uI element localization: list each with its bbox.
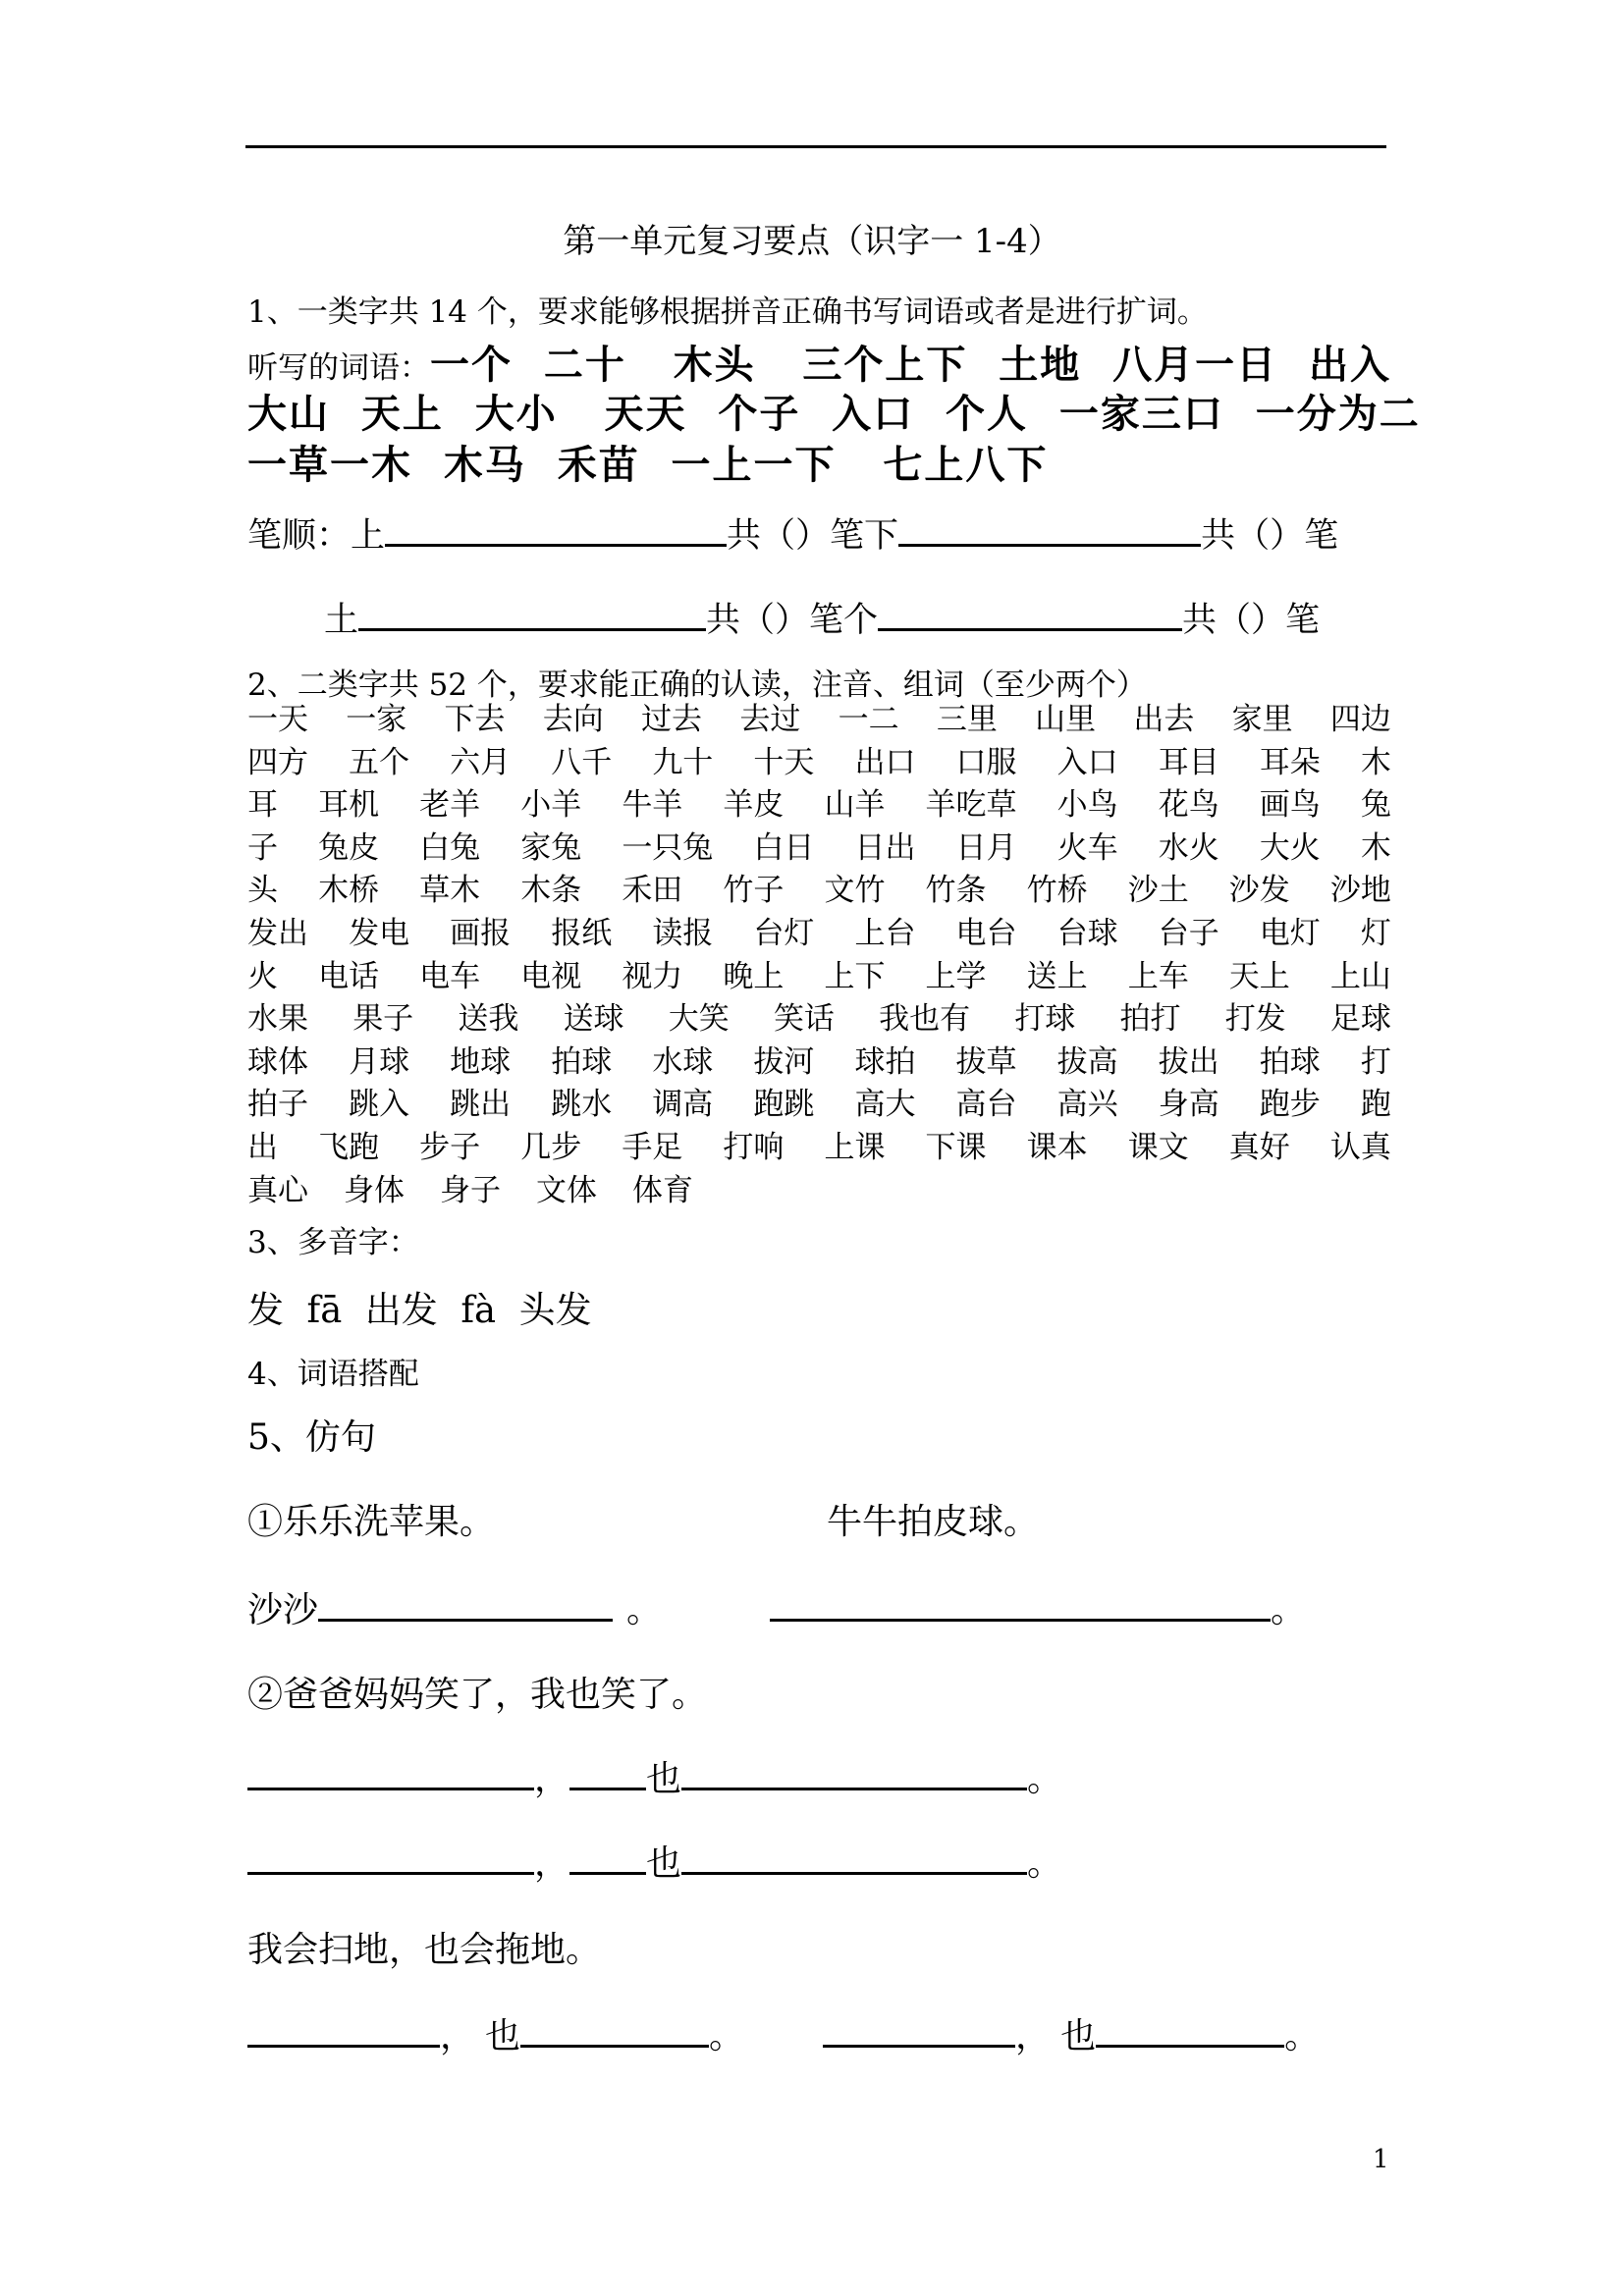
vocab-word: 拍子 — [247, 1087, 308, 1123]
answer-blank[interactable] — [681, 1758, 1027, 1790]
vocab-word: 拍球 — [551, 1043, 613, 1080]
vocab-word: 上下 — [824, 958, 886, 994]
page-number: 1 — [1373, 2145, 1389, 2174]
vocab-word: 拔河 — [753, 1043, 815, 1080]
period: 。 — [1284, 2016, 1321, 2056]
vocab-word: 跑步 — [1259, 1087, 1321, 1123]
vocab-word: 牛羊 — [622, 787, 683, 824]
vocab-row — [247, 828, 1391, 871]
vocab-word: 过去 — [641, 702, 703, 737]
vocab-word: 上学 — [925, 958, 987, 994]
vocab-word: 木 — [1360, 744, 1391, 780]
comma: ， — [534, 1759, 570, 1799]
example-3-sentence: 我会扫地，也会拖地。 — [247, 1930, 602, 1970]
stroke-count: 共（）笔 — [1182, 601, 1321, 640]
vocab-word: 水球 — [652, 1043, 714, 1080]
vocab-word: 高兴 — [1056, 1087, 1118, 1123]
dictation-words-3: 一草一木 木马 禾苗 一上一下 七上八下 — [247, 442, 1049, 488]
vocab-word: 送上 — [1026, 958, 1088, 994]
ye-char: 也 — [646, 1843, 682, 1884]
vocab-word: 跑 — [1360, 1087, 1391, 1123]
vocab-word: 高台 — [955, 1087, 1017, 1123]
example-3-answer-row — [247, 2008, 1320, 2058]
vocab-row — [247, 998, 1391, 1041]
vocab-word: 一只兔 — [622, 829, 714, 866]
vocab-word: 兔 — [1360, 787, 1391, 824]
answer-blank[interactable] — [569, 1758, 646, 1790]
vocab-word: 水火 — [1158, 829, 1219, 866]
page-title: 第一单元复习要点（识字一 1-4） — [563, 222, 1061, 261]
vocab-word: 竹子 — [723, 873, 785, 909]
dictation-row-1 — [247, 334, 1391, 390]
vocab-word: 果子 — [352, 1001, 414, 1038]
vocab-word: 晚上 — [723, 958, 785, 994]
stroke-blank[interactable] — [358, 599, 706, 631]
vocab-word: 跑跳 — [753, 1087, 815, 1123]
vocab-word: 八千 — [551, 744, 613, 780]
vocab-word: 身体 — [344, 1172, 405, 1208]
vocab-word: 跳入 — [349, 1087, 410, 1123]
stroke-char-tu: 土 — [324, 601, 359, 640]
vocab-word: 跳水 — [551, 1087, 613, 1123]
vocab-word: 打 — [1360, 1043, 1391, 1080]
vocab-word: 四方 — [247, 744, 308, 780]
vocab-word: 口服 — [955, 744, 1017, 780]
vocab-word: 上台 — [854, 915, 916, 951]
vocab-word: 球拍 — [854, 1043, 916, 1080]
vocab-word: 头 — [247, 873, 278, 909]
answer-blank[interactable] — [520, 2015, 709, 2048]
vocab-word: 火 — [247, 958, 278, 994]
vocab-word: 一天 — [247, 702, 308, 737]
vocab-word: 画鸟 — [1259, 787, 1321, 824]
answer-blank[interactable] — [569, 1842, 646, 1875]
vocab-word: 沙土 — [1127, 873, 1189, 909]
vocab-word: 文体 — [536, 1172, 597, 1208]
vocab-word: 拔草 — [955, 1043, 1017, 1080]
vocab-word: 家兔 — [520, 829, 582, 866]
vocab-word: 笑话 — [773, 1001, 835, 1038]
vocab-word: 山里 — [1035, 702, 1097, 737]
vocab-word: 耳 — [247, 787, 278, 824]
vocab-word: 六月 — [450, 744, 512, 780]
stroke-order-row-1 — [247, 508, 1338, 558]
vocab-word: 步子 — [419, 1129, 481, 1165]
vocab-word: 台球 — [1056, 915, 1118, 951]
vocab-word: 发电 — [349, 915, 410, 951]
vocab-word: 电台 — [955, 915, 1017, 951]
vocab-word: 四边 — [1329, 702, 1391, 737]
vocab-word: 老羊 — [419, 787, 481, 824]
vocab-row — [247, 913, 1391, 956]
vocab-row — [247, 1041, 1391, 1085]
vocab-word: 下课 — [925, 1129, 987, 1165]
stroke-blank[interactable] — [878, 599, 1182, 631]
vocab-word: 木桥 — [318, 873, 380, 909]
vocab-word: 小羊 — [520, 787, 582, 824]
vocab-row — [247, 1170, 1391, 1213]
stroke-char-xia: 下 — [864, 516, 899, 556]
vocab-word: 打发 — [1224, 1001, 1286, 1038]
vocab-grid — [247, 699, 1391, 1212]
vocab-word: 日月 — [955, 829, 1017, 866]
stroke-count: 共（）笔 — [1201, 516, 1339, 556]
vocab-word: 耳朵 — [1259, 744, 1321, 780]
vocab-word: 禾田 — [622, 873, 683, 909]
vocab-word: 高大 — [854, 1087, 916, 1123]
vocab-word: 日出 — [854, 829, 916, 866]
vocab-word: 电话 — [318, 958, 380, 994]
example-1-sentence-b: 牛牛拍皮球。 — [827, 1502, 1040, 1542]
vocab-word: 打响 — [723, 1129, 785, 1165]
vocab-word: 花鸟 — [1158, 787, 1219, 824]
s4-heading: 4、词语搭配 — [247, 1357, 419, 1392]
comma: ， — [440, 2016, 476, 2056]
vocab-word: 耳机 — [318, 787, 380, 824]
comma: ， — [534, 1843, 570, 1884]
example-1-sentence-a: ①乐乐洗苹果。 — [247, 1502, 496, 1542]
vocab-row — [247, 1084, 1391, 1127]
period: 。 — [626, 1590, 663, 1630]
vocab-word: 地球 — [450, 1043, 512, 1080]
vocab-word: 十天 — [753, 744, 815, 780]
s3-heading: 3、多音字： — [247, 1225, 419, 1260]
stroke-count: 共（）笔 — [706, 601, 844, 640]
vocab-word: 电视 — [520, 958, 582, 994]
example-1-start: 沙沙 — [247, 1590, 319, 1630]
vocab-word: 沙地 — [1329, 873, 1391, 909]
vocab-word: 三里 — [936, 702, 998, 737]
answer-blank[interactable] — [770, 1589, 1271, 1622]
vocab-word: 上车 — [1127, 958, 1189, 994]
vocab-row — [247, 742, 1391, 785]
vocab-word: 水果 — [247, 1001, 308, 1038]
vocab-word: 羊皮 — [723, 787, 785, 824]
stroke-blank[interactable] — [898, 514, 1201, 547]
ye-char: 也 — [646, 1759, 682, 1799]
vocab-word: 竹条 — [925, 873, 987, 909]
stroke-char-shang: 上 — [351, 516, 386, 556]
vocab-word: 电车 — [419, 958, 481, 994]
vocab-word: 下去 — [444, 702, 506, 737]
vocab-word: 拔出 — [1158, 1043, 1219, 1080]
vocab-word: 子 — [247, 829, 278, 866]
polyphone-line: 发 fā 出发 fà 头发 — [247, 1289, 592, 1331]
vocab-word: 文竹 — [824, 873, 886, 909]
vocab-word: 电灯 — [1259, 915, 1321, 951]
dictation-label: 听写的词语： — [247, 350, 430, 386]
vocab-word: 灯 — [1360, 915, 1391, 951]
vocab-word: 球体 — [247, 1043, 308, 1080]
vocab-word: 出口 — [854, 744, 916, 780]
vocab-word: 兔皮 — [318, 829, 380, 866]
vocab-word: 出 — [247, 1129, 278, 1165]
example-2-sentence: ②爸爸妈妈笑了，我也笑了。 — [247, 1675, 708, 1715]
period: 。 — [1027, 1759, 1063, 1799]
dictation-words-2: 大山 天上 大小 天天 个子 入口 个人 一家三口 一分为二 — [247, 391, 1421, 437]
answer-blank[interactable] — [823, 2015, 1015, 2048]
vocab-word: 火车 — [1056, 829, 1118, 866]
vocab-word: 白日 — [753, 829, 815, 866]
vocab-row — [247, 1127, 1391, 1170]
vocab-word: 拍球 — [1259, 1043, 1321, 1080]
vocab-word: 送我 — [458, 1001, 519, 1038]
stroke-order-label: 笔顺： — [247, 516, 352, 556]
vocab-word: 真心 — [247, 1172, 308, 1208]
vocab-word: 去过 — [739, 702, 801, 737]
vocab-word: 出去 — [1133, 702, 1195, 737]
vocab-word: 五个 — [349, 744, 410, 780]
vocab-word: 画报 — [450, 915, 512, 951]
s2-heading: 2、二类字共 52 个，要求能正确的认读，注音、组词（至少两个） — [247, 667, 1147, 703]
vocab-word: 调高 — [652, 1087, 714, 1123]
vocab-word: 家里 — [1231, 702, 1293, 737]
vocab-word: 上山 — [1329, 958, 1391, 994]
vocab-word: 报纸 — [551, 915, 613, 951]
vocab-word: 跳出 — [450, 1087, 512, 1123]
vocab-word: 课文 — [1127, 1129, 1189, 1165]
vocab-word: 白兔 — [419, 829, 481, 866]
vocab-word: 课本 — [1026, 1129, 1088, 1165]
vocab-word: 拔高 — [1056, 1043, 1118, 1080]
example-1-answer-row — [247, 1582, 1306, 1632]
vocab-word: 拍打 — [1119, 1001, 1181, 1038]
vocab-row — [247, 784, 1391, 828]
answer-blank[interactable] — [247, 1842, 534, 1875]
vocab-word: 一二 — [838, 702, 899, 737]
stroke-count: 共（）笔 — [727, 516, 865, 556]
vocab-word: 认真 — [1329, 1129, 1391, 1165]
s5-heading: 5、仿句 — [247, 1417, 376, 1458]
vocab-word: 九十 — [652, 744, 714, 780]
vocab-word: 木条 — [520, 873, 582, 909]
vocab-row — [247, 956, 1391, 999]
vocab-word: 手足 — [622, 1129, 683, 1165]
vocab-word: 大火 — [1259, 829, 1321, 866]
period: 。 — [1027, 1843, 1063, 1884]
vocab-word: 体育 — [632, 1172, 693, 1208]
vocab-word: 送球 — [563, 1001, 624, 1038]
vocab-word: 身高 — [1158, 1087, 1219, 1123]
answer-blank[interactable] — [1096, 2015, 1284, 2048]
vocab-word: 台灯 — [753, 915, 815, 951]
vocab-word: 真好 — [1228, 1129, 1290, 1165]
vocab-word: 去向 — [542, 702, 604, 737]
vocab-word: 沙发 — [1228, 873, 1290, 909]
vocab-word: 发出 — [247, 915, 308, 951]
vocab-word: 一家 — [346, 702, 407, 737]
stroke-char-ge: 个 — [843, 601, 879, 640]
answer-blank[interactable] — [247, 2015, 440, 2048]
vocab-word: 上课 — [824, 1129, 886, 1165]
ye-char: 也 — [1060, 2016, 1097, 2056]
vocab-row — [247, 870, 1391, 913]
dictation-words-1: 一个 二十 木头 三个上下 土地 八月一日 出入 — [430, 342, 1391, 388]
answer-blank[interactable] — [247, 1758, 534, 1790]
period: 。 — [709, 2016, 745, 2056]
vocab-word: 足球 — [1329, 1001, 1391, 1038]
vocab-word: 小鸟 — [1056, 787, 1118, 824]
comma: ， — [1015, 2016, 1052, 2056]
vocab-word: 入口 — [1056, 744, 1118, 780]
answer-blank[interactable] — [681, 1842, 1027, 1875]
period: 。 — [1271, 1590, 1307, 1630]
example-2-answer-row-2 — [247, 1836, 1062, 1886]
vocab-word: 飞跑 — [318, 1129, 380, 1165]
ye-char: 也 — [485, 2016, 521, 2056]
vocab-word: 山羊 — [824, 787, 886, 824]
stroke-blank[interactable] — [385, 514, 727, 547]
vocab-word: 身子 — [440, 1172, 501, 1208]
vocab-word: 草木 — [419, 873, 481, 909]
vocab-word: 月球 — [349, 1043, 410, 1080]
top-rule — [245, 145, 1386, 148]
vocab-row — [247, 699, 1391, 742]
vocab-word: 耳目 — [1158, 744, 1219, 780]
s1-heading: 1、一类字共 14 个，要求能够根据拼音正确书写词语或者是进行扩词。 — [247, 294, 1208, 330]
vocab-word: 羊吃草 — [925, 787, 1017, 824]
vocab-word: 台子 — [1158, 915, 1219, 951]
vocab-word: 大笑 — [668, 1001, 730, 1038]
vocab-word: 天上 — [1228, 958, 1290, 994]
vocab-word: 我也有 — [879, 1001, 971, 1038]
vocab-word: 木 — [1360, 829, 1391, 866]
vocab-word: 读报 — [652, 915, 714, 951]
vocab-word: 竹桥 — [1026, 873, 1088, 909]
answer-blank[interactable] — [318, 1589, 613, 1622]
stroke-order-row-2 — [324, 593, 1320, 642]
vocab-word: 打球 — [1014, 1001, 1076, 1038]
example-2-answer-row-1 — [247, 1751, 1062, 1801]
vocab-word: 视力 — [622, 958, 683, 994]
vocab-word: 几步 — [520, 1129, 582, 1165]
